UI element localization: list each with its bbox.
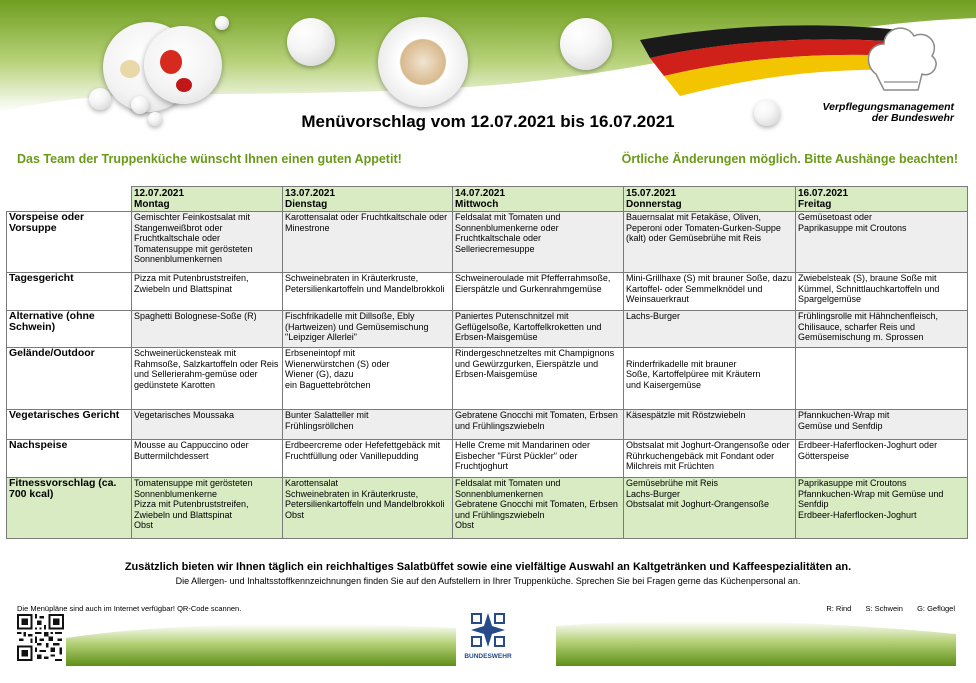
food-garnish [176, 78, 192, 92]
day-date: 14.07.2021 [455, 188, 506, 199]
food-garnish [120, 60, 140, 78]
menu-cell: Vegetarisches Moussaka [132, 410, 283, 440]
day-header [796, 187, 968, 212]
salad-buffet-note: Zusätzlich bieten wir Ihnen täglich ein reichhaltiges Salatbüffet sowie eine vielfältige Auswahl an Kaltgetränken und Kaffeespezialitäten an. [124, 561, 852, 573]
bundeswehr-logo [463, 611, 513, 663]
decor-bubble [89, 88, 111, 110]
day-date: 15.07.2021 [626, 188, 677, 199]
greeting-right: Örtliche Änderungen möglich. Bitte Aushänge beachten! [621, 152, 958, 166]
decor-bubble [560, 18, 612, 70]
menu-row-vegetarisch [7, 410, 968, 440]
day-header [453, 187, 624, 212]
menu-row-fitness [7, 478, 968, 539]
allergen-note: Die Allergen- und Inhaltsstoffkennzeichnungen finden Sie auf den Aufstellern in Ihrer Truppenküche. Sprechen Sie bei Fragen gerne das Küchenpersonal an. [175, 576, 801, 586]
greeting-left: Das Team der Truppenküche wünscht Ihnen einen guten Appetit! [17, 152, 402, 166]
menu-table [6, 186, 968, 539]
row-label: Gelände/Outdoor [7, 348, 132, 410]
menu-cell: Paprikasuppe mit Croutons Pfannkuchen-Wrap mit Gemüse und Senfdip Erdbeer-Haferflocken-Joghurt [796, 478, 968, 539]
menu-cell: Pfannkuchen-Wrap mit Gemüse und Senfdip [796, 410, 968, 440]
menu-cell: Tomatensuppe mit gerösteten Sonnenblumenkerne Pizza mit Putenbruststreifen, Zwiebeln und Blattspinat Obst [132, 478, 283, 539]
menu-cell: Mini-Grillhaxe (S) mit brauner Soße, dazu Kartoffel- oder Semmelknödel und Weinsauerkraut [624, 273, 796, 311]
menu-cell [796, 348, 968, 410]
day-name: Freitag [798, 199, 832, 210]
menu-cell: Gebratene Gnocchi mit Tomaten, Erbsen und Frühlingszwiebeln [453, 410, 624, 440]
day-name: Mittwoch [455, 199, 499, 210]
menu-cell: Erdbeer-Haferflocken-Joghurt oder Götterspeise [796, 440, 968, 478]
row-label: Fitnessvorschlag (ca. 700 kcal) [7, 478, 132, 539]
internet-note: Die Menüpläne sind auch im Internet verfügbar! QR-Code scannen. [17, 604, 242, 613]
qr-code-icon[interactable] [17, 614, 64, 661]
brand-text [823, 102, 954, 124]
menu-cell: Schweinebraten in Kräuterkruste, Petersilienkartoffeln und Mandelbrokkoli [283, 273, 453, 311]
table-corner [7, 187, 132, 212]
legend-item: R: Rind [826, 604, 852, 613]
menu-row-nachspeise [7, 440, 968, 478]
decor-bubble [287, 18, 335, 66]
header-band [0, 0, 976, 150]
menu-cell: Käsespätzle mit Röstzwiebeln [624, 410, 796, 440]
menu-cell: Erbseneintopf mit Wienerwürstchen (S) oder Wiener (G), dazu ein Baguettebrötchen [283, 348, 453, 410]
day-date: 12.07.2021 [134, 188, 185, 199]
page-title: Menüvorschlag vom 12.07.2021 bis 16.07.2021 [301, 112, 675, 131]
menu-row-alternative [7, 311, 968, 348]
day-date: 13.07.2021 [285, 188, 336, 199]
bundeswehr-label: BUNDESWEHR [464, 653, 512, 660]
menu-cell: Feldsalat mit Tomaten und Sonnenblumenkerne oder Fruchtkaltschale oder Selleriecremesuppe [453, 212, 624, 273]
menu-cell: Frühlingsrolle mit Hähnchenfleisch, Chilisauce, scharfer Reis und Gemüsemischung m. Sprossen [796, 311, 968, 348]
menu-cell: Gemüsebrühe mit Reis Lachs-Burger Obstsalat mit Joghurt-Orangensoße [624, 478, 796, 539]
decor-bubble [215, 16, 229, 30]
bundeswehr-cross-icon [463, 611, 513, 651]
menu-cell: Spaghetti Bolognese-Soße (R) [132, 311, 283, 348]
footer-green-wave-right [556, 608, 956, 666]
day-date: 16.07.2021 [798, 188, 849, 199]
day-name: Montag [134, 199, 170, 210]
day-header-row [7, 187, 968, 212]
menu-cell: Rindergeschnetzeltes mit Champignons und Gewürzgurken, Eierspätzle und Erbsen-Maisgemüse [453, 348, 624, 410]
menu-cell: Gemischter Feinkostsalat mit Stangenweißbrot oder Fruchtkaltschale oder Tomatensuppe mit gerösteten Sonnenblumenkernen [132, 212, 283, 273]
day-name: Donnerstag [626, 199, 682, 210]
menu-cell: Schweineroulade mit Pfefferrahmsoße, Eierspätzle und Gurkenrahmgemüse [453, 273, 624, 311]
menu-cell: Fischfrikadelle mit Dillsoße, Ebly (Hartweizen) und Gemüsemischung "Leipziger Allerlei" [283, 311, 453, 348]
menu-row-tagesgericht [7, 273, 968, 311]
menu-cell: Helle Creme mit Mandarinen oder Eisbecher "Fürst Pückler" oder Fruchtjoghurt [453, 440, 624, 478]
menu-cell: Paniertes Putenschnitzel mit Geflügelsoße, Kartoffelkroketten und Erbsen-Maisgemüse [453, 311, 624, 348]
day-header [283, 187, 453, 212]
footer-green-wave-left [66, 608, 456, 666]
chef-hat-icon [862, 20, 940, 94]
menu-cell: Karottensalat Schweinebraten in Kräuterkruste, Petersilienkartoffeln und Mandelbrokkoli Obst [283, 478, 453, 539]
menu-cell: Schweinerückensteak mit Rahmsoße, Salzkartoffeln oder Reis und Sellerierahm-gemüse oder gedünstete Karotten [132, 348, 283, 410]
cappuccino-plate-icon [378, 17, 468, 107]
menu-cell: Erdbeercreme oder Hefefettgebäck mit Fruchtfüllung oder Vanillepudding [283, 440, 453, 478]
menu-cell: Gemüsetoast oder Paprikasuppe mit Croutons [796, 212, 968, 273]
legend-item: S: Schwein [865, 604, 903, 613]
menu-cell: Feldsalat mit Tomaten und Sonnenblumenkernen Gebratene Gnocchi mit Tomaten, Erbsen und Frühlingszwiebeln Obst [453, 478, 624, 539]
row-label: Tagesgericht [7, 273, 132, 311]
menu-cell: Rinderfrikadelle mit brauner Soße, Kartoffelpüree mit Kräutern und Kaisergemüse [624, 348, 796, 410]
menu-row-gelaende [7, 348, 968, 410]
row-label: Vegetarisches Gericht [7, 410, 132, 440]
food-plate-icon [144, 26, 222, 104]
row-label: Nachspeise [7, 440, 132, 478]
day-header [132, 187, 283, 212]
legend-item: G: Geflügel [917, 604, 955, 613]
menu-cell: Bauernsalat mit Fetakäse, Oliven, Peperoni oder Tomaten-Gurken-Suppe (kalt) oder Gemüsebrühe mit Reis [624, 212, 796, 273]
day-header [624, 187, 796, 212]
brand-line-2: der Bundeswehr [871, 112, 954, 124]
brand-line-1: Verpflegungsmanagement [822, 101, 954, 113]
menu-cell: Obstsalat mit Joghurt-Orangensoße oder Rührkuchengebäck mit Fondant oder Milchreis mit Früchten [624, 440, 796, 478]
menu-cell: Karottensalat oder Fruchtkaltschale oder Minestrone [283, 212, 453, 273]
row-label: Vorspeise oder Vorsuppe [7, 212, 132, 273]
menu-cell: Pizza mit Putenbruststreifen, Zwiebeln und Blattspinat [132, 273, 283, 311]
menu-cell: Mousse au Cappuccino oder Buttermilchdessert [132, 440, 283, 478]
menu-cell: Lachs-Burger [624, 311, 796, 348]
menu-cell: Bunter Salatteller mit Frühlingsröllchen [283, 410, 453, 440]
menu-row-vorspeise [7, 212, 968, 273]
row-label: Alternative (ohne Schwein) [7, 311, 132, 348]
day-name: Dienstag [285, 199, 328, 210]
menu-cell: Zwiebelsteak (S), braune Soße mit Kümmel, Schnittlauchkartoffeln und Spargelgemüse [796, 273, 968, 311]
food-garnish [160, 50, 182, 74]
